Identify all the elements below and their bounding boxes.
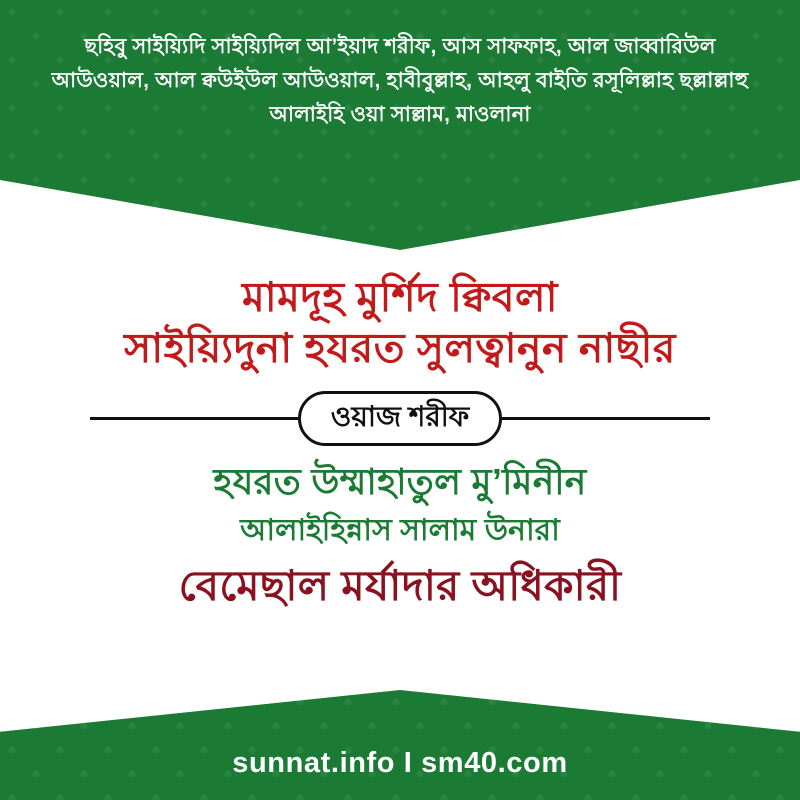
badge-row [0, 389, 800, 449]
waz-sharif-badge: ওয়াজ শরীফ [298, 391, 503, 446]
subject-line-3: বেমেছাল মর্যাদার অধিকারী [178, 562, 622, 610]
name-line-1: মামদূহ মুর্শিদ ক্বিবলা [242, 274, 558, 320]
subject-line-2: আলাইহিন্নাস সালাম উনারা [240, 514, 560, 548]
badge-rule-left [90, 417, 300, 420]
footer-websites[interactable]: sunnat.info I sm40.com [232, 747, 568, 779]
main-content [0, 250, 800, 750]
badge-rule-right [500, 417, 710, 420]
name-line-2: সাইয়্যিদুনা হযরত সুলত্বানুন নাছীর [124, 325, 676, 372]
header-titles-text: ছহিবু সাইয়্যিদি সাইয়্যিদিল আ’ইয়াদ শরীফ, আস সাফফাহ, আল জাব্বারিউল আউওয়াল, আল ক্বউইউল আউওয়াল, হাবীবুল্লাহ, আহলু বাইতি রসূলিল্লাহ ছল্লাল্লাহু আলাইহি ওয়া সাল্লাম, মাওলানা [51, 35, 749, 127]
subject-line-1: হযরত উম্মাহাতুল মু’মিনীন [213, 460, 587, 502]
